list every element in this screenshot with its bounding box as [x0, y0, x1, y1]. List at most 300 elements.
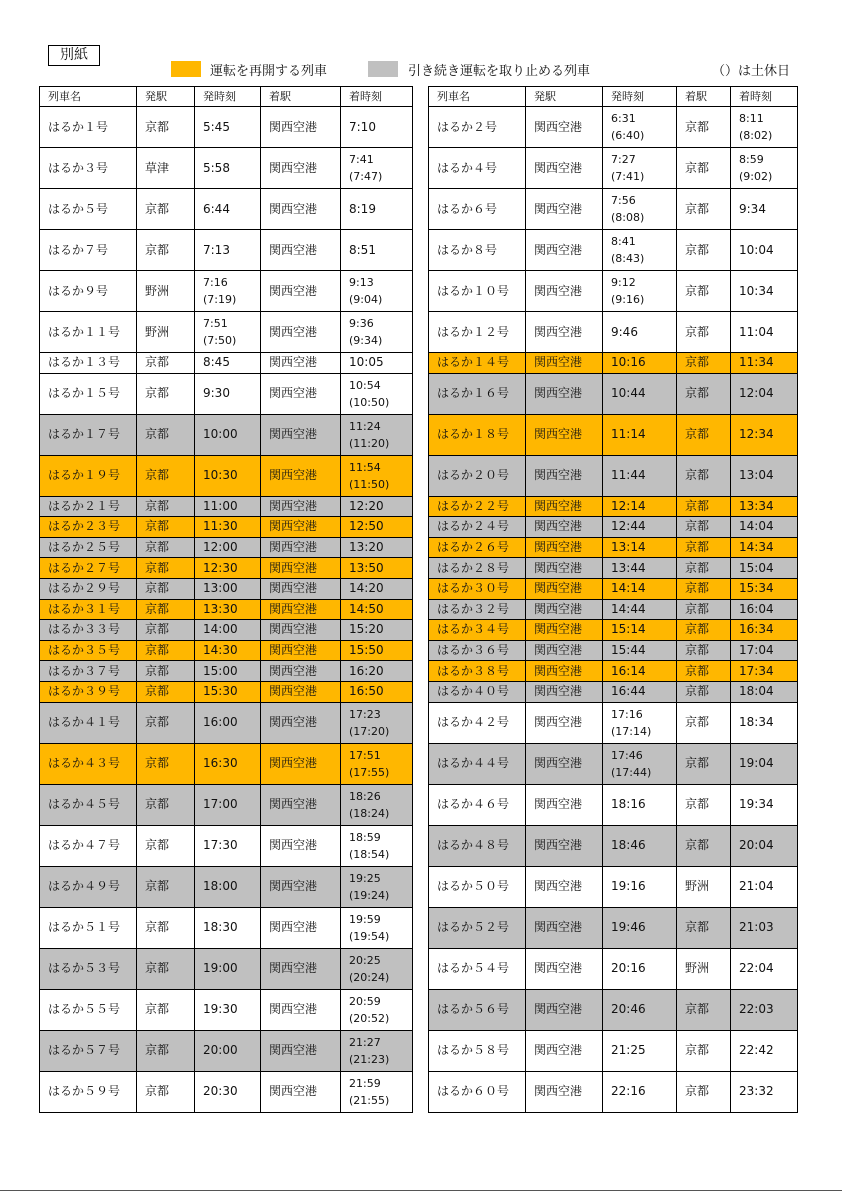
train-name-cell: はるか１２号: [429, 312, 526, 353]
origin-cell: 京都: [137, 989, 195, 1030]
destination-cell: 京都: [677, 373, 731, 414]
destination-cell: 京都: [677, 414, 731, 455]
arrival-cell: 10:34: [731, 271, 798, 312]
departure-cell: 12:30: [195, 558, 261, 579]
departure-cell: 20:46: [603, 989, 677, 1030]
header-departure: 発時刻: [603, 87, 677, 107]
origin-cell: 野洲: [137, 271, 195, 312]
destination-cell: 京都: [677, 496, 731, 517]
train-name-cell: はるか２６号: [429, 537, 526, 558]
destination-cell: 京都: [677, 1071, 731, 1112]
origin-cell: 京都: [137, 640, 195, 661]
departure-cell: 16:00: [195, 702, 261, 743]
departure-cell: 15:30: [195, 681, 261, 702]
table-row: [40, 148, 413, 189]
departure-cell: 8:45: [195, 353, 261, 374]
table-row: [429, 312, 798, 353]
train-name-cell: はるか３号: [40, 148, 137, 189]
legend-suspended-label: 引き続き運転を取り止める列車: [408, 64, 591, 79]
arrival-cell: 7:41 (7:47): [341, 148, 413, 189]
weekend-time: (18:24): [349, 806, 390, 820]
table-row: [429, 620, 798, 641]
departure-cell: 16:14: [603, 661, 677, 682]
train-name-cell: はるか３７号: [40, 661, 137, 682]
arrival-cell: 21:04: [731, 866, 798, 907]
origin-cell: 関西空港: [526, 537, 603, 558]
origin-cell: 関西空港: [526, 230, 603, 271]
table-row: [429, 866, 798, 907]
train-name-cell: はるか６０号: [429, 1071, 526, 1112]
table-row: [40, 578, 413, 599]
destination-cell: 京都: [677, 640, 731, 661]
origin-cell: 関西空港: [526, 702, 603, 743]
arrival-cell: 22:04: [731, 948, 798, 989]
table-row: [429, 661, 798, 682]
train-name-cell: はるか２０号: [429, 455, 526, 496]
destination-cell: 京都: [677, 661, 731, 682]
arrival-cell: 19:25 (19:24): [341, 866, 413, 907]
header-origin: 発駅: [526, 87, 603, 107]
arrival-cell: 12:34: [731, 414, 798, 455]
origin-cell: 関西空港: [526, 989, 603, 1030]
train-name-cell: はるか４１号: [40, 702, 137, 743]
table-row: [429, 496, 798, 517]
arrival-cell: 21:27 (21:23): [341, 1030, 413, 1071]
destination-cell: 関西空港: [261, 599, 341, 620]
table-row: [40, 640, 413, 661]
train-name-cell: はるか３８号: [429, 661, 526, 682]
train-name-cell: はるか４号: [429, 148, 526, 189]
legend-suspended-swatch: [368, 61, 398, 77]
train-name-cell: はるか７号: [40, 230, 137, 271]
departure-cell: 5:45: [195, 107, 261, 148]
table-row: [40, 414, 413, 455]
origin-cell: 関西空港: [526, 743, 603, 784]
destination-cell: 関西空港: [261, 1071, 341, 1112]
destination-cell: 京都: [677, 271, 731, 312]
origin-cell: 京都: [137, 599, 195, 620]
table-row: [40, 599, 413, 620]
arrival-cell: 8:11 (8:02): [731, 107, 798, 148]
train-name-cell: はるか２８号: [429, 558, 526, 579]
weekend-time: (11:20): [349, 436, 390, 450]
header-train-name: 列車名: [429, 87, 526, 107]
arrival-cell: 13:50: [341, 558, 413, 579]
arrival-cell: 13:34: [731, 496, 798, 517]
arrival-cell: 17:51 (17:55): [341, 743, 413, 784]
weekend-time: (8:08): [611, 211, 645, 224]
arrival-cell: 11:04: [731, 312, 798, 353]
table-row: [429, 1030, 798, 1071]
train-name-cell: はるか３３号: [40, 620, 137, 641]
destination-cell: 関西空港: [261, 578, 341, 599]
origin-cell: 関西空港: [526, 189, 603, 230]
destination-cell: 関西空港: [261, 496, 341, 517]
departure-cell: 17:30: [195, 825, 261, 866]
table-row: [40, 455, 413, 496]
table-row: [40, 743, 413, 784]
departure-cell: 17:16 (17:14): [603, 702, 677, 743]
train-name-cell: はるか３６号: [429, 640, 526, 661]
weekend-time: (10:50): [349, 395, 390, 409]
table-row: [40, 353, 413, 374]
table-row: [429, 271, 798, 312]
origin-cell: 関西空港: [526, 496, 603, 517]
destination-cell: 関西空港: [261, 866, 341, 907]
origin-cell: 京都: [137, 784, 195, 825]
arrival-cell: 16:50: [341, 681, 413, 702]
table-row: [429, 373, 798, 414]
header-destination: 着駅: [677, 87, 731, 107]
origin-cell: 京都: [137, 496, 195, 517]
weekend-time: (9:34): [349, 334, 383, 347]
train-name-cell: はるか１３号: [40, 353, 137, 374]
weekend-time: (19:24): [349, 888, 390, 902]
destination-cell: 関西空港: [261, 107, 341, 148]
departure-cell: 19:16: [603, 866, 677, 907]
departure-cell: 14:44: [603, 599, 677, 620]
train-name-cell: はるか５５号: [40, 989, 137, 1030]
destination-cell: 関西空港: [261, 230, 341, 271]
table-row: [40, 681, 413, 702]
table-row: [429, 907, 798, 948]
destination-cell: 関西空港: [261, 271, 341, 312]
departure-cell: 15:44: [603, 640, 677, 661]
departure-cell: 11:30: [195, 517, 261, 538]
arrival-cell: 17:04: [731, 640, 798, 661]
departure-cell: 13:14: [603, 537, 677, 558]
origin-cell: 関西空港: [526, 578, 603, 599]
origin-cell: 関西空港: [526, 455, 603, 496]
destination-cell: 京都: [677, 517, 731, 538]
origin-cell: 関西空港: [526, 517, 603, 538]
arrival-cell: 19:04: [731, 743, 798, 784]
destination-cell: 関西空港: [261, 312, 341, 353]
table-row: [40, 373, 413, 414]
weekend-time: (9:04): [349, 293, 383, 306]
arrival-cell: 18:59 (18:54): [341, 825, 413, 866]
departure-cell: 12:44: [603, 517, 677, 538]
train-name-cell: はるか５６号: [429, 989, 526, 1030]
destination-cell: 京都: [677, 537, 731, 558]
origin-cell: 京都: [137, 866, 195, 907]
departure-cell: 9:12 (9:16): [603, 271, 677, 312]
departure-cell: 7:51 (7:50): [195, 312, 261, 353]
arrival-cell: 11:34: [731, 353, 798, 374]
table-row: [40, 517, 413, 538]
table-row: [40, 189, 413, 230]
origin-cell: 関西空港: [526, 784, 603, 825]
origin-cell: 京都: [137, 414, 195, 455]
table-row: [40, 784, 413, 825]
header-arrival: 着時刻: [341, 87, 413, 107]
train-name-cell: はるか６号: [429, 189, 526, 230]
origin-cell: 京都: [137, 681, 195, 702]
departure-cell: 13:00: [195, 578, 261, 599]
table-row: [40, 620, 413, 641]
arrival-cell: 22:03: [731, 989, 798, 1030]
departure-cell: 14:30: [195, 640, 261, 661]
train-name-cell: はるか５７号: [40, 1030, 137, 1071]
departure-cell: 10:30: [195, 455, 261, 496]
weekend-time: (21:55): [349, 1093, 390, 1107]
weekend-time: (7:19): [203, 293, 237, 306]
destination-cell: 野洲: [677, 948, 731, 989]
departure-cell: 15:14: [603, 620, 677, 641]
arrival-cell: 8:19: [341, 189, 413, 230]
destination-cell: 京都: [677, 353, 731, 374]
destination-cell: 関西空港: [261, 907, 341, 948]
destination-cell: 京都: [677, 312, 731, 353]
origin-cell: 関西空港: [526, 640, 603, 661]
departure-cell: 6:44: [195, 189, 261, 230]
train-name-cell: はるか２１号: [40, 496, 137, 517]
table-row: [429, 743, 798, 784]
destination-cell: 関西空港: [261, 640, 341, 661]
destination-cell: 関西空港: [261, 517, 341, 538]
table-header-row: [429, 87, 798, 107]
destination-cell: 関西空港: [261, 702, 341, 743]
arrival-cell: 12:20: [341, 496, 413, 517]
origin-cell: 関西空港: [526, 948, 603, 989]
train-name-cell: はるか３９号: [40, 681, 137, 702]
destination-cell: 関西空港: [261, 1030, 341, 1071]
arrival-cell: 9:36 (9:34): [341, 312, 413, 353]
train-name-cell: はるか４５号: [40, 784, 137, 825]
destination-cell: 京都: [677, 107, 731, 148]
arrival-cell: 16:34: [731, 620, 798, 641]
weekend-time: (17:55): [349, 765, 390, 779]
destination-cell: 関西空港: [261, 989, 341, 1030]
origin-cell: 京都: [137, 373, 195, 414]
arrival-cell: 13:04: [731, 455, 798, 496]
train-name-cell: はるか４４号: [429, 743, 526, 784]
table-row: [40, 907, 413, 948]
destination-cell: 関西空港: [261, 784, 341, 825]
origin-cell: 関西空港: [526, 271, 603, 312]
origin-cell: 関西空港: [526, 1030, 603, 1071]
origin-cell: 京都: [137, 702, 195, 743]
origin-cell: 京都: [137, 107, 195, 148]
arrival-cell: 10:04: [731, 230, 798, 271]
arrival-cell: 22:42: [731, 1030, 798, 1071]
train-name-cell: はるか２４号: [429, 517, 526, 538]
header-origin: 発駅: [137, 87, 195, 107]
departure-cell: 16:30: [195, 743, 261, 784]
origin-cell: 京都: [137, 558, 195, 579]
destination-cell: 京都: [677, 743, 731, 784]
departure-cell: 9:46: [603, 312, 677, 353]
train-name-cell: はるか４６号: [429, 784, 526, 825]
destination-cell: 関西空港: [261, 661, 341, 682]
origin-cell: 京都: [137, 455, 195, 496]
train-name-cell: はるか１５号: [40, 373, 137, 414]
origin-cell: 関西空港: [526, 373, 603, 414]
train-name-cell: はるか５０号: [429, 866, 526, 907]
origin-cell: 京都: [137, 537, 195, 558]
train-name-cell: はるか２２号: [429, 496, 526, 517]
timetable-kyoto-to-kix: [39, 86, 413, 1113]
origin-cell: 京都: [137, 189, 195, 230]
destination-cell: 関西空港: [261, 620, 341, 641]
arrival-cell: 14:20: [341, 578, 413, 599]
destination-cell: 関西空港: [261, 537, 341, 558]
origin-cell: 関西空港: [526, 1071, 603, 1112]
train-name-cell: はるか５４号: [429, 948, 526, 989]
destination-cell: 関西空港: [261, 353, 341, 374]
table-row: [429, 517, 798, 538]
arrival-cell: 21:03: [731, 907, 798, 948]
timetable-kix-to-kyoto: [428, 86, 798, 1113]
departure-cell: 19:46: [603, 907, 677, 948]
departure-cell: 18:00: [195, 866, 261, 907]
destination-cell: 野洲: [677, 866, 731, 907]
destination-cell: 関西空港: [261, 148, 341, 189]
table-row: [429, 681, 798, 702]
weekend-time: (20:24): [349, 970, 390, 984]
legend-resume-swatch: [171, 61, 201, 77]
weekend-note: （）は土休日: [712, 64, 791, 79]
train-name-cell: はるか４９号: [40, 866, 137, 907]
table-row: [40, 1030, 413, 1071]
train-name-cell: はるか８号: [429, 230, 526, 271]
destination-cell: 京都: [677, 620, 731, 641]
departure-cell: 17:46 (17:44): [603, 743, 677, 784]
departure-cell: 10:44: [603, 373, 677, 414]
departure-cell: 21:25: [603, 1030, 677, 1071]
destination-cell: 関西空港: [261, 189, 341, 230]
weekend-time: (17:44): [611, 765, 652, 779]
arrival-cell: 18:34: [731, 702, 798, 743]
origin-cell: 草津: [137, 148, 195, 189]
destination-cell: 関西空港: [261, 681, 341, 702]
table-row: [429, 578, 798, 599]
departure-cell: 18:30: [195, 907, 261, 948]
train-name-cell: はるか４３号: [40, 743, 137, 784]
weekend-time: (9:16): [611, 293, 645, 306]
arrival-cell: 10:05: [341, 353, 413, 374]
arrival-cell: 13:20: [341, 537, 413, 558]
table-row: [40, 1071, 413, 1112]
origin-cell: 関西空港: [526, 353, 603, 374]
train-name-cell: はるか２号: [429, 107, 526, 148]
origin-cell: 京都: [137, 661, 195, 682]
weekend-time: (8:02): [739, 129, 773, 142]
table-row: [429, 825, 798, 866]
table-row: [429, 1071, 798, 1112]
origin-cell: 京都: [137, 578, 195, 599]
origin-cell: 京都: [137, 907, 195, 948]
destination-cell: 京都: [677, 558, 731, 579]
departure-cell: 18:16: [603, 784, 677, 825]
departure-cell: 12:00: [195, 537, 261, 558]
table-row: [429, 702, 798, 743]
train-name-cell: はるか３５号: [40, 640, 137, 661]
departure-cell: 16:44: [603, 681, 677, 702]
arrival-cell: 9:13 (9:04): [341, 271, 413, 312]
origin-cell: 京都: [137, 620, 195, 641]
legend-resume-label: 運転を再開する列車: [210, 64, 328, 79]
departure-cell: 5:58: [195, 148, 261, 189]
departure-cell: 19:00: [195, 948, 261, 989]
arrival-cell: 20:25 (20:24): [341, 948, 413, 989]
destination-cell: 京都: [677, 784, 731, 825]
arrival-cell: 19:34: [731, 784, 798, 825]
table-row: [40, 702, 413, 743]
weekend-time: (7:47): [349, 170, 383, 183]
origin-cell: 京都: [137, 353, 195, 374]
header-train-name: 列車名: [40, 87, 137, 107]
weekend-time: (20:52): [349, 1011, 390, 1025]
table-row: [40, 230, 413, 271]
departure-cell: 7:56 (8:08): [603, 189, 677, 230]
departure-cell: 15:00: [195, 661, 261, 682]
destination-cell: 京都: [677, 702, 731, 743]
train-name-cell: はるか５３号: [40, 948, 137, 989]
train-name-cell: はるか９号: [40, 271, 137, 312]
origin-cell: 関西空港: [526, 148, 603, 189]
arrival-cell: 14:34: [731, 537, 798, 558]
arrival-cell: 16:20: [341, 661, 413, 682]
train-name-cell: はるか５号: [40, 189, 137, 230]
table-header-row: [40, 87, 413, 107]
train-name-cell: はるか１号: [40, 107, 137, 148]
table-row: [429, 989, 798, 1030]
weekend-time: (7:50): [203, 334, 237, 347]
destination-cell: 京都: [677, 907, 731, 948]
table-row: [40, 496, 413, 517]
arrival-cell: 15:20: [341, 620, 413, 641]
arrival-cell: 17:23 (17:20): [341, 702, 413, 743]
train-name-cell: はるか２７号: [40, 558, 137, 579]
table-row: [40, 989, 413, 1030]
table-row: [429, 784, 798, 825]
arrival-cell: 9:34: [731, 189, 798, 230]
arrival-cell: 10:54 (10:50): [341, 373, 413, 414]
train-name-cell: はるか１９号: [40, 455, 137, 496]
departure-cell: 11:00: [195, 496, 261, 517]
departure-cell: 11:44: [603, 455, 677, 496]
weekend-time: (8:43): [611, 252, 645, 265]
arrival-cell: 20:04: [731, 825, 798, 866]
origin-cell: 関西空港: [526, 825, 603, 866]
origin-cell: 京都: [137, 825, 195, 866]
arrival-cell: 12:50: [341, 517, 413, 538]
train-name-cell: はるか１８号: [429, 414, 526, 455]
table-row: [429, 189, 798, 230]
destination-cell: 京都: [677, 681, 731, 702]
table-row: [429, 948, 798, 989]
train-name-cell: はるか１６号: [429, 373, 526, 414]
train-name-cell: はるか３０号: [429, 578, 526, 599]
train-name-cell: はるか３２号: [429, 599, 526, 620]
train-name-cell: はるか５８号: [429, 1030, 526, 1071]
origin-cell: 京都: [137, 1030, 195, 1071]
train-name-cell: はるか２３号: [40, 517, 137, 538]
arrival-cell: 21:59 (21:55): [341, 1071, 413, 1112]
table-row: [40, 558, 413, 579]
arrival-cell: 15:04: [731, 558, 798, 579]
departure-cell: 13:30: [195, 599, 261, 620]
weekend-time: (19:54): [349, 929, 390, 943]
weekend-time: (7:41): [611, 170, 645, 183]
train-name-cell: はるか３４号: [429, 620, 526, 641]
destination-cell: 京都: [677, 189, 731, 230]
departure-cell: 17:00: [195, 784, 261, 825]
train-name-cell: はるか２５号: [40, 537, 137, 558]
departure-cell: 8:41 (8:43): [603, 230, 677, 271]
origin-cell: 京都: [137, 948, 195, 989]
